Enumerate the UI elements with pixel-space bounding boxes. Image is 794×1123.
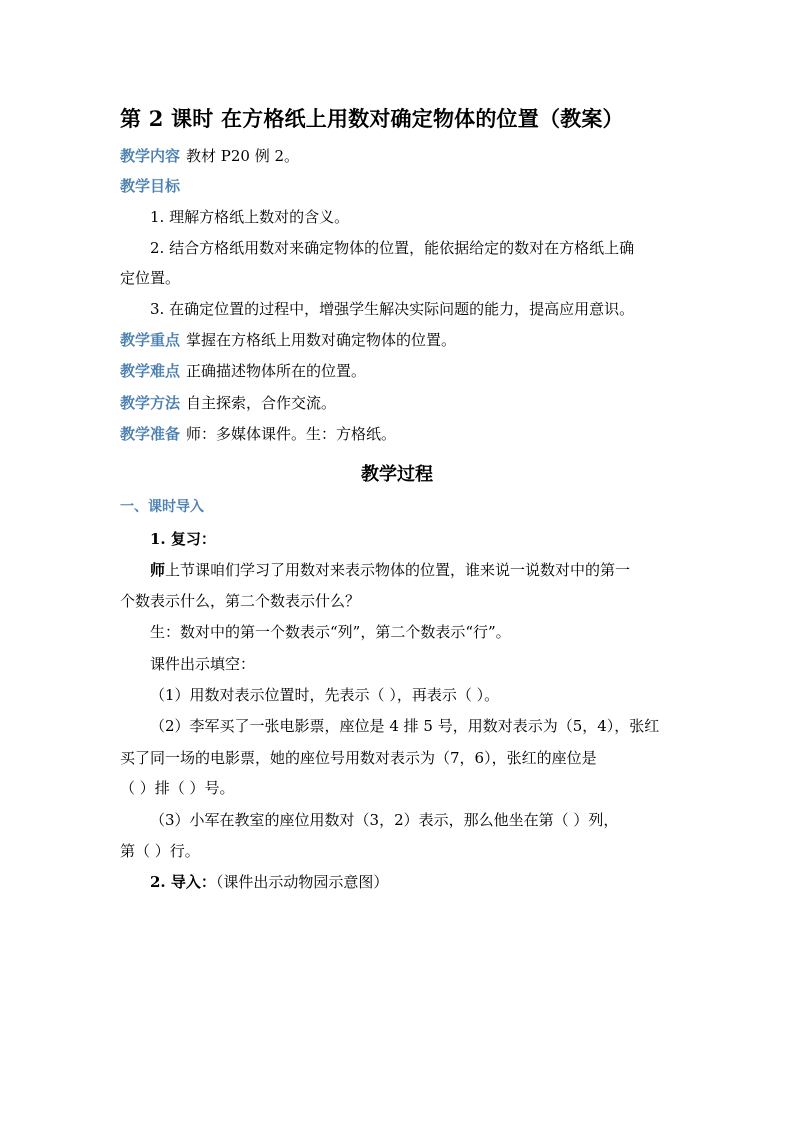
difficulty-text: 正确描述物体所在的位置。 (186, 362, 367, 380)
preparation-label: 教学准备 (120, 425, 181, 443)
content-label: 教学内容 (120, 147, 181, 165)
question-2-line1: （2）李军买了一张电影票，座位是 4 排 5 号，用数对表示为（5，4），张红 (150, 717, 660, 735)
process-title: 教学过程 (361, 464, 433, 485)
question-1: （1）用数对表示位置时，先表示（ ），再表示（ ）。 (150, 686, 500, 704)
preparation-row (120, 424, 396, 444)
teacher-line-2: 个数表示什么，第二个数表示什么？ (120, 592, 361, 610)
content-text: 教材 P20 例 2。 (186, 147, 300, 165)
intro-text: （课件出示动物园示意图） (215, 873, 389, 891)
key-point-text: 掌握在方格纸上用数对确定物体的位置。 (186, 331, 457, 349)
method-label: 教学方法 (120, 394, 181, 412)
question-2-line2: 买了同一场的电影票，她的座位号用数对表示为（7，6），张红的座位是 (120, 749, 597, 767)
teacher-line-1 (150, 560, 630, 580)
fill-intro: 课件出示填空： (150, 655, 256, 673)
document-title: 第 2 课时 在方格纸上用数对确定物体的位置（教案） (120, 106, 624, 131)
objectives-row (120, 176, 186, 196)
preparation-text: 师：多媒体课件。生：方格纸。 (186, 425, 397, 443)
question-2-line3: （ ）排（ ）号。 (120, 779, 235, 797)
difficulty-label: 教学难点 (120, 362, 181, 380)
review-label: 1. 复习： (150, 530, 216, 548)
teacher-text-1: 上节课咱们学习了用数对来表示物体的位置，谁来说一说数对中的第一 (165, 561, 631, 579)
objective-3: 3. 在确定位置的过程中，增强学生解决实际问题的能力，提高应用意识。 (150, 300, 635, 318)
objective-2-line2: 定位置。 (120, 269, 181, 287)
student-line: 生：数对中的第一个数表示“列”，第二个数表示“行”。 (150, 623, 511, 641)
question-3-line2: 第（ ）行。 (120, 842, 200, 860)
teacher-label: 师 (150, 561, 166, 579)
intro-label: 2. 导入： (150, 873, 216, 891)
intro-row (150, 872, 388, 892)
question-3-line1: （3）小军在教室的座位用数对（3，2）表示，那么他坐在第（ ）列， (150, 811, 619, 829)
objective-2-line1: 2. 结合方格纸用数对来确定物体的位置，能依据给定的数对在方格纸上确 (150, 239, 635, 257)
method-row (120, 393, 336, 413)
method-text: 自主探索，合作交流。 (186, 394, 337, 412)
objectives-label: 教学目标 (120, 177, 181, 195)
content-row (120, 146, 299, 166)
key-point-row (120, 330, 456, 350)
key-point-label: 教学重点 (120, 331, 181, 349)
section-1-heading: 一、课时导入 (120, 499, 204, 515)
objective-1: 1. 理解方格纸上数对的含义。 (150, 208, 350, 226)
difficulty-row (120, 361, 366, 381)
